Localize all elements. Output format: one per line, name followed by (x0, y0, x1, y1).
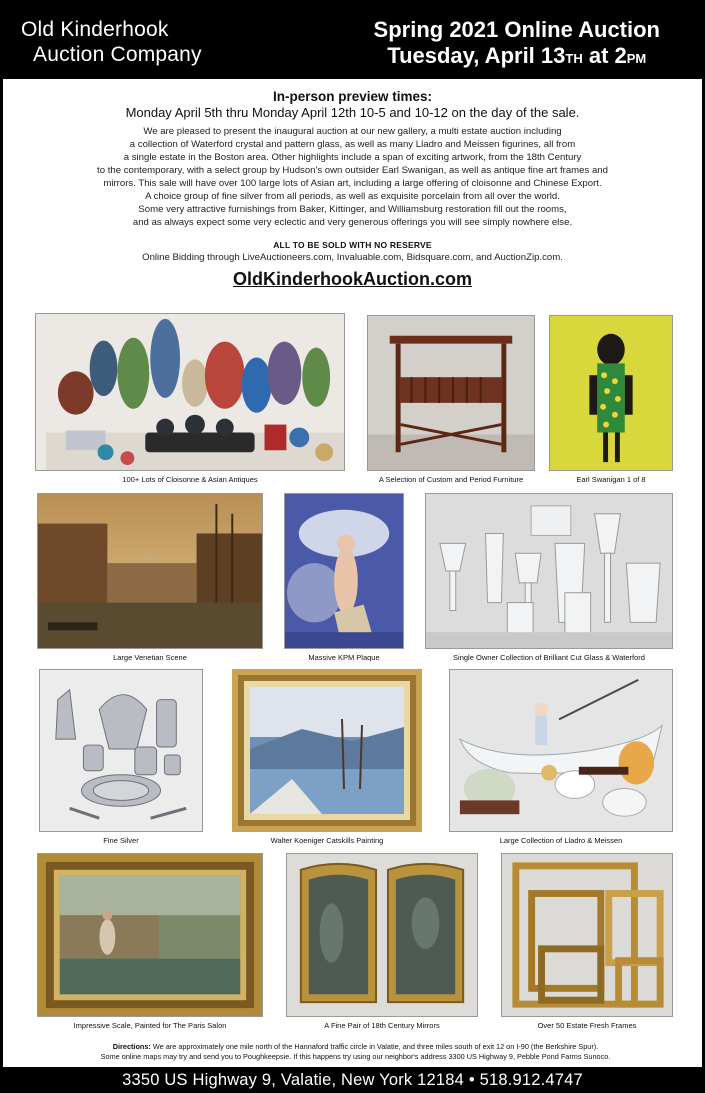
photo-furniture (367, 315, 535, 471)
company-name-line1: Old Kinderhook (21, 18, 169, 41)
photo-frames (501, 853, 673, 1017)
directions-line2: Some online maps may try and send you to Poughkeepsie. If this happens try using our neighbor's address 3300 US Highway 9, Pebble Pond Farms Sunoco. (100, 1052, 611, 1061)
photo-silver (39, 669, 203, 832)
paragraph-line: a single estate in the Boston area. Other highlights include a span of exciting artwork, from the 18th Century (123, 152, 582, 163)
caption-furniture: A Selection of Custom and Period Furniture (378, 475, 524, 484)
caption-mirrors: A Fine Pair of 18th Century Mirrors (324, 1021, 440, 1030)
paragraph-line: A choice group of fine silver from all periods, as well as exquisite porcelain from all over the world. (145, 191, 560, 202)
directions-line1 (23, 1042, 688, 1052)
date-suffix: TH (565, 51, 583, 66)
footer-address-bar (3, 1067, 702, 1093)
website-link[interactable]: OldKinderhookAuction.com (232, 269, 472, 289)
auction-title (374, 17, 660, 72)
directions-label: Directions: (112, 1042, 151, 1051)
caption-swanigan: Earl Swanigan 1 of 8 (576, 475, 646, 484)
paragraph-line: to the contemporary, with a select group by Hudson's own outsider Earl Swanigan, as well as antique fine art frames and (97, 165, 608, 176)
caption-silver: Fine Silver (103, 836, 139, 845)
directions-body: We are approximately one mile north of the Hannaford traffic circle in Valatie, and three miles south of exit 12 on I-90 (the Berkshire Spur). (150, 1042, 599, 1051)
caption-kpm: Massive KPM Plaque (308, 653, 380, 662)
paragraph-line: We are pleased to present the inaugural auction at our new gallery, a multi estate auction including (143, 126, 562, 137)
photo-swanigan (549, 315, 673, 471)
company-name (21, 17, 202, 67)
bidding-platforms: Online Bidding through LiveAuctioneers.com, Invaluable.com, Bidsquare.com, and AuctionZip.com. (142, 252, 563, 263)
photo-kpm (284, 493, 404, 649)
preview-heading: In-person preview times: (272, 89, 433, 104)
caption-catskills: Walter Koeniger Catskills Painting (270, 836, 384, 845)
footer-address: 3350 US Highway 9, Valatie, New York 12184 • 518.912.4747 (122, 1071, 583, 1089)
photo-catskills (232, 669, 422, 832)
auction-date-line (374, 43, 660, 72)
intro-section (15, 89, 690, 290)
company-name-line2: Auction Company (33, 43, 202, 66)
caption-venetian: Large Venetian Scene (113, 653, 187, 662)
auction-title-line1: Spring 2021 Online Auction (373, 17, 660, 42)
caption-frames: Over 50 Estate Fresh Frames (537, 1021, 637, 1030)
photo-mirrors (286, 853, 478, 1017)
caption-glass: Single Owner Collection of Brilliant Cut Glass & Waterford (453, 653, 645, 662)
caption-salon: Impressive Scale, Painted for The Paris Salon (73, 1021, 227, 1030)
preview-times: Monday April 5th thru Monday April 12th 10-5 and 10-12 on the day of the sale. (125, 105, 580, 120)
auction-time: at 2 (582, 43, 627, 68)
caption-cloisonne: 100+ Lots of Cloisonne & Asian Antiques (122, 475, 258, 484)
paragraph-line: a collection of Waterford crystal and pattern glass, as well as many Lladro and Meissen figurines, all from (129, 139, 576, 150)
paragraph-line: mirrors. This sale will have over 100 large lots of Asian art, including a large offering of cloisonne and Chinese Export. (103, 178, 602, 189)
photo-lladro (449, 669, 673, 832)
time-suffix: PM (626, 51, 647, 66)
auction-date: Tuesday, April 13 (387, 43, 566, 68)
header-banner (3, 3, 702, 79)
paragraph-line: Some very attractive furnishings from Baker, Kittinger, and Williamsburg restoration fill out the rooms, (138, 204, 567, 215)
directions-text (23, 1042, 688, 1062)
photo-venetian (37, 493, 263, 649)
paragraph-line: and as always expect some very eclectic and very generous offerings you will see simply nowhere else. (132, 217, 573, 228)
caption-lladro: Large Collection of Lladro & Meissen (499, 836, 623, 845)
photo-glass (425, 493, 673, 649)
intro-paragraph (15, 125, 690, 229)
photo-cloisonne (35, 313, 345, 471)
photo-salon (37, 853, 263, 1017)
no-reserve-notice: ALL TO BE SOLD WITH NO RESERVE (273, 240, 432, 250)
